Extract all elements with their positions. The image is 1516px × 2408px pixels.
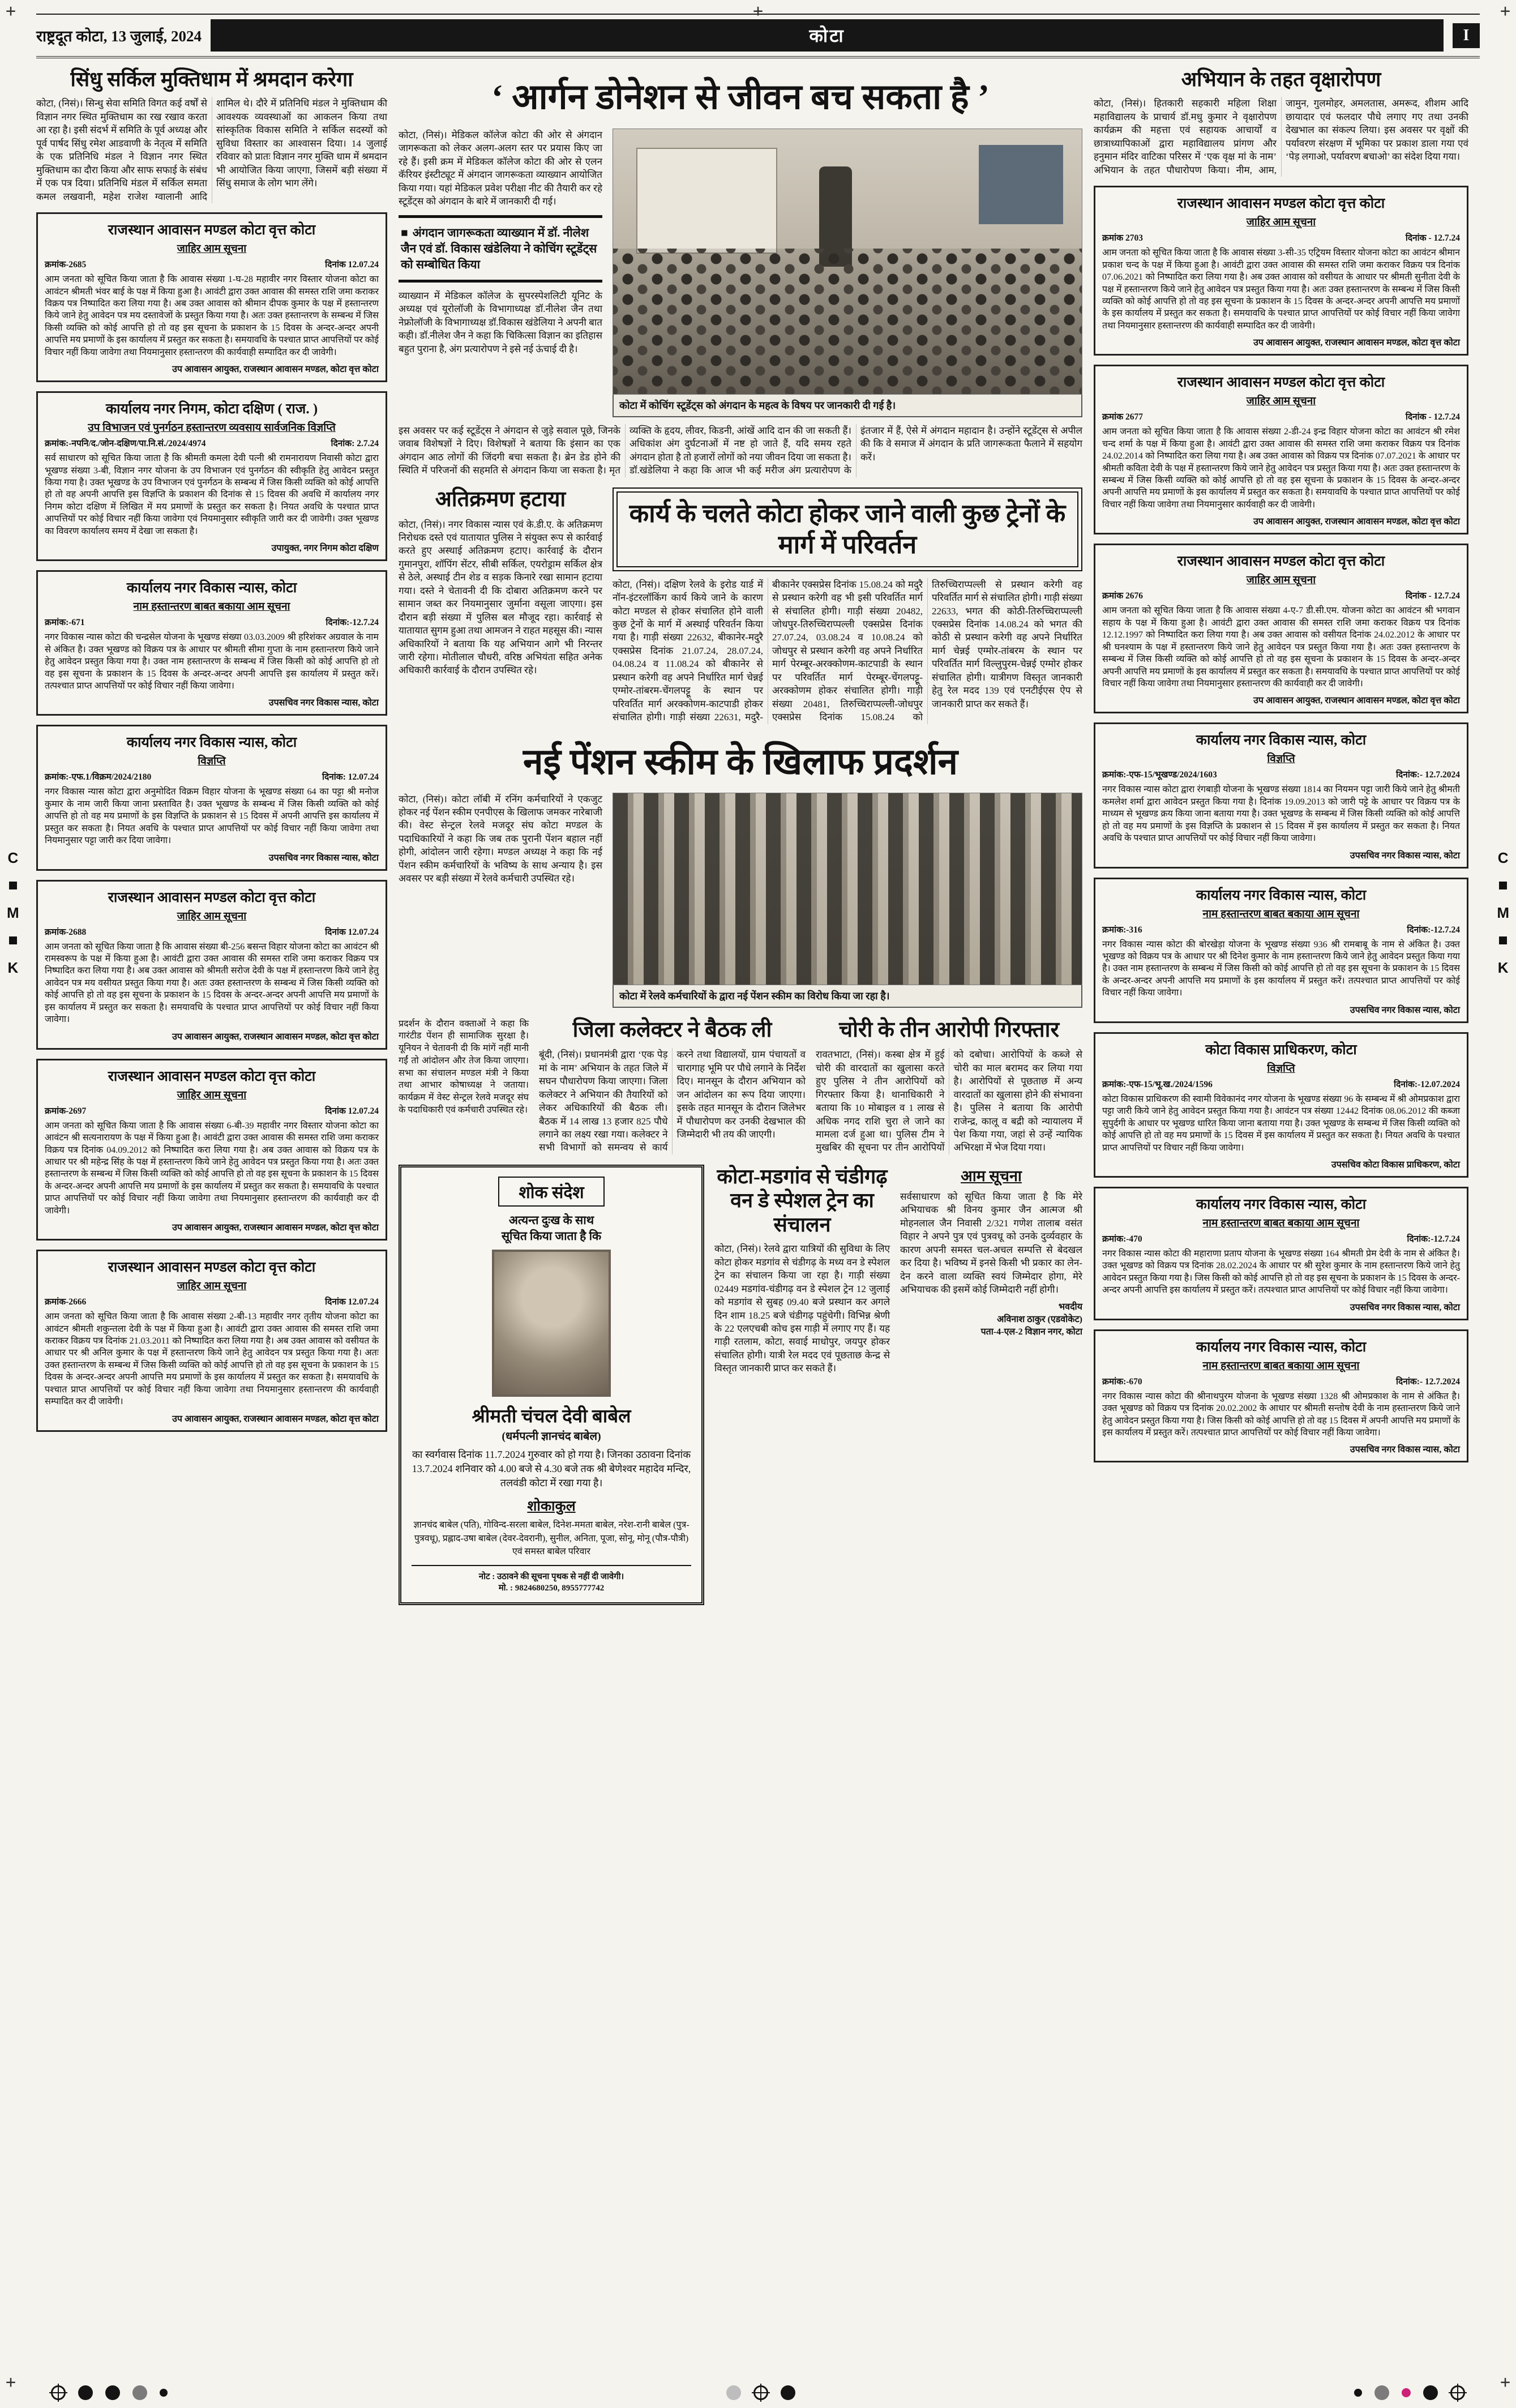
notice-body: आम जनता को सूचित किया जाता है कि आवास संख्या 2-बी-13 महावीर नगर तृतीय योजना कोटा का आवंटन श्रीमती शकुन्तला देवी के पक्ष में किया हुआ है। आवंटी द्वारा उक्त आवास की समस्त राशि जमा कराकर विक्रय पत्र दिनांक 21.03.2011 को निष्पादित करा लिया गया है। अब उक्त आवास को वसीयत के आधार पर श्री अनिल कुमार के पक्ष में हस्तान्तरण किये जाने हेतु आवेदन पत्र प्रस्तुत किया गया है। अतः उक्त हस्तान्तरण के सम्बन्ध में जिस किसी व्यक्ति को कोई आपत्ति हो तो वह इस सूचना के प्रकाशन के 15 दिवस के अन्दर-अन्दर अपनी आपत्ति मय प्रमाणों के इस कार्यालय में प्रस्तुत कर सकता है। समयावधि के पश्चात प्राप्त आपत्तियों पर कोई विचार नहीं किया जावेगा तथा नियमानुसार हस्तान्तरण की कार्यवाही सम्पादित कर दी जावेगी। <box>45 1312 379 1407</box>
notice-subtitle: नाम हस्तान्तरण बाबत बकाया आम सूचना <box>1202 908 1360 920</box>
notice-number: क्रमांक:-671 <box>45 618 85 628</box>
registration-target-icon <box>753 2385 768 2400</box>
notice-signature: उपसचिव कोटा विकास प्राधिकरण, कोटा <box>1331 1160 1460 1170</box>
notice-meta <box>45 1104 379 1117</box>
notice-number: क्रमांक:-नपनि/द./जोन-दक्षिण/पा.नि.सं./2024/4974 <box>45 439 206 449</box>
pension-protest-photo <box>613 793 1082 985</box>
notice-title: कोटा विकास प्राधिकरण, कोटा <box>1205 1042 1357 1058</box>
notice-meta <box>1102 589 1460 601</box>
boxed-headline: कार्य के चलते कोटा होकर जाने वाली कुछ ट्रेनों के मार्ग में परिवर्तन <box>613 487 1082 571</box>
notice-date: दिनांक - 12.7.24 <box>1405 591 1460 601</box>
notice-signature: उपसचिव नगर विकास न्यास, कोटा <box>1350 850 1460 861</box>
notice-meta <box>45 1295 379 1307</box>
notice-date: दिनांक:-12.7.24 <box>1407 1234 1460 1244</box>
public-notice <box>36 880 387 1050</box>
notice-body: नगर विकास न्यास कोटा की चन्द्रसेल योजना के भूखण्ड संख्या 03.03.2009 श्री हरिशंकर अग्रवाल के नाम से अंकित है। उक्त भूखण्ड को विक्रय पत्र के आधार पर श्रीमती सीमा गुप्ता के नाम हस्तान्तरण किये जाने हेतु आवेदन प्रस्तुत किया गया है। उक्त नाम हस्तान्तरण के सम्बन्ध में जिस किसी को कोई आपत्ति हो तो वह इस सूचना के प्रकाशन के 15 दिवस के अन्दर-अन्दर अपनी आपत्ति इस कार्यालय में प्रस्तुत करें। तत्पश्चात प्राप्त आपत्तियों पर कोई विचार नहीं किया जावेगा। <box>45 632 379 691</box>
notice-subtitle: विज्ञप्ति <box>1267 753 1295 765</box>
notice-date: दिनांक:- 12.7.2024 <box>1396 1376 1460 1387</box>
notice-meta <box>1102 1232 1460 1244</box>
article-theft-arrest <box>816 1018 1082 1154</box>
notice-number: क्रमांक 2703 <box>1102 233 1143 243</box>
article-collector-meeting <box>539 1018 806 1154</box>
notice-signature: उपसचिव नगर विकास न्यास, कोटा <box>268 853 379 863</box>
organ-body-1: कोटा, (निसं)। मेडिकल कॉलेज कोटा की ओर से अंगदान जागरूकता को लेकर अलग-अलग स्तर पर प्रयास किए जा रहे हैं। इसी क्रम में मेडिकल कॉलेज कोटा की ओर से एलन कॅरियर इंस्टीट्यूट में अंगदान जागरूकता व्याख्यान आयोजित किया गया। यहां मेडिकल प्रवेश परीक्षा नीट की तैयारी कर रहे स्टूडेंट्स को अंगदान के बारे में जानकारी दी गई। <box>399 130 602 207</box>
notice-signature: भवदीय अविनाश ठाकुर (एडवोकेट) पता-4-एल-2 विज्ञान नगर, कोटा <box>980 1302 1082 1337</box>
public-notice <box>36 212 387 382</box>
article-pension-protest <box>399 735 1082 1008</box>
print-square-icon <box>1499 936 1507 944</box>
obituary-detail: का स्वर्गवास दिनांक 11.7.2024 गुरुवार को हो गया है। जिनका उठावना दिनांक 13.7.2024 शनिवार को 4.00 बजे से 4.30 बजे तक श्री बेणेश्वर महादेव मन्दिर, तलवंडी कोटा में रखा गया है। <box>412 1448 691 1489</box>
print-color-marks-right <box>1497 849 1509 977</box>
notice-signature: उपसचिव नगर विकास न्यास, कोटा <box>1350 1005 1460 1015</box>
center-column <box>399 67 1082 1605</box>
public-notice <box>36 725 387 870</box>
masthead-city: कोटा <box>211 19 1444 52</box>
notice-body: नगर विकास न्यास कोटा द्वारा रंगबाड़ी योजना के भूखण्ड संख्या 1814 का नियमन पट्टा जारी किये जाने हेतु श्रीमती कमलेश शर्मा द्वारा आवेदन प्रस्तुत किया गया है। दिनांक 19.09.2013 को जारी पट्टे के आधार पर विक्रय पत्र के माध्यम से भूखण्ड क्रय किया जाना बताया गया है। उक्त भूखण्ड के सम्बन्ध में जिस किसी व्यक्ति को कोई आपत्ति हो तो वह मय प्रमाणों के इस विज्ञप्ति के प्रकाशन से 15 दिवस में इस कार्यालय में प्रस्तुत कर सकता है। नियत अवधि के पश्चात प्राप्त आपत्तियों पर कोई विचार नहीं किया जावेगा। <box>1102 785 1460 844</box>
notice-number: क्रमांक:-670 <box>1102 1376 1142 1387</box>
public-notice <box>1094 1329 1468 1463</box>
article-headline: चोरी के तीन आरोपी गिरफ्तार <box>838 1017 1060 1042</box>
notice-signature: उपसचिव नगर विकास न्यास, कोटा <box>1350 1302 1460 1312</box>
notice-signature: उपसचिव नगर विकास न्यास, कोटा <box>1350 1445 1460 1455</box>
page-marker: I <box>1453 23 1480 48</box>
notice-subtitle: नाम हस्तान्तरण बाबत बकाया आम सूचना <box>1202 1359 1360 1372</box>
notice-title: राजस्थान आवासन मण्डल कोटा वृत्त कोटा <box>108 1068 316 1084</box>
article-headline: जिला कलेक्टर ने बैठक ली <box>572 1017 772 1042</box>
notice-number: क्रमांक:-470 <box>1102 1234 1142 1244</box>
notice-title: आम सूचना <box>961 1167 1022 1184</box>
notice-date: दिनांक - 12.7.24 <box>1405 233 1460 243</box>
mourners-list: ज्ञानचंद बाबेल (पति), गोविन्द-सरला बाबेल, दिनेश-ममता बाबेल, नरेश-रानी बाबेल (पुत्र-पुत्रवधू), प्रह्लाद-उषा बाबेल (देवर-देवरानी), सुनील, अनिता, पूजा, सोनू, मोनू (पौत्र-पौत्री) एवं समस्त बाबेल परिवार <box>413 1520 690 1556</box>
organ-donation-photo <box>613 129 1082 395</box>
notice-title: राजस्थान आवासन मण्डल कोटा वृत्त कोटा <box>1177 554 1385 570</box>
organ-body-continued: इस अवसर पर कई स्टूडेंट्स ने अंगदान से जुड़े सवाल पूछे, जिनके जवाब विशेषज्ञों ने दिए। विशेषज्ञों ने बताया कि इंसान का एक अंगदान आठ लोगों की जिंदगी बचा सकता है। ब्रेन डेड होने की स्थिति में परिजनों की सहमति से अंगदान किया जा सकता है। मृत व्यक्ति के हृदय, लीवर, किडनी, आंखें आदि दान की जा सकती हैं। अधिकांश अंग दुर्घटनाओं में नष्ट हो जाते हैं, यदि समय रहते अंगदान होता है तो हजारों लोगों को नया जीवन दिया जा सकता है। डॉ.खंडेलिया ने कहा कि आज भी कई मरीज अंग प्रत्यारोपण के इंतजार में हैं, ऐसे में अंगदान महादान है। उन्होंने स्टूडेंट्स से अपील की कि वे समाज में अंगदान के प्रति जागरूकता फैलाने में सहयोग करें। <box>399 425 1082 476</box>
print-square-icon <box>1499 882 1507 889</box>
notice-date: दिनांक - 12.7.24 <box>1405 412 1460 422</box>
print-color-marks-left <box>7 849 19 977</box>
notice-title: कार्यालय नगर विकास न्यास, कोटा <box>1196 733 1367 749</box>
notice-title: कार्यालय नगर निगम, कोटा दक्षिण ( राज. ) <box>105 401 318 417</box>
photo-caption: कोटा में रेलवे कर्मचारियों के द्वारा नई पेंशन स्कीम का विरोध किया जा रहा है। <box>613 985 1082 1008</box>
public-notice <box>36 570 387 716</box>
notice-body: आम जनता को सूचित किया जाता है कि आवास संख्या 1-घ-28 महावीर नगर विस्तार योजना कोटा का आवंटन श्रीमती भंवर बाई के पक्ष में किया हुआ है। आवंटी द्वारा उक्त आवास की समस्त राशि जमा कराकर विक्रय पत्र निष्पादित करा लिया गया है। अब उक्त आवास को श्रीमान दीपक कुमार के पक्ष में हस्तान्तरण किये जाने हेतु आवेदन पत्र मय दस्तावेजों के प्रस्तुत किया गया है। अतः उक्त हस्तान्तरण के सम्बन्ध में जिस किसी व्यक्ति को कोई आपत्ति हो तो वह इस सूचना के प्रकाशन के 15 दिवस के अन्दर-अन्दर अपनी आपत्ति मय प्रमाणों के इस कार्यालय में प्रस्तुत कर सकता है। समयावधि के पश्चात प्राप्त आपत्तियों पर कोई विचार नहीं किया जावेगा तथा नियमानुसार हस्तान्तरण की कार्यवाही सम्पादित कर दी जावेगी। <box>45 275 379 357</box>
article-body: कोटा, (निसं)। सिन्धु सेवा समिति विगत कई वर्षों से विज्ञान नगर स्थित मुक्तिधाम का रख रखाव करता आ रहा है। इसी संदर्भ में समिति के पूर्व अध्यक्ष और पूर्व पार्षद सिंधु रमेश आडवाणी के नेतृत्व में समिति के एक प्रतिनिधि मंडल ने विज्ञान नगर स्थित मुक्तिधाम का दौरा किया और साफ सफाई के संबंध में एक पत्र दिया। प्रतिनिधि मंडल में सर्किल समता कमल लखवानी, महेश राजेश ग्वालानी आदि शामिल थे। दौरे में प्रतिनिधि मंडल ने मुक्तिधाम की आवश्यक व्यवस्थाओं का आकलन किया तथा सांस्कृतिक विकास समिति ने सर्किल सदस्यों को सुविधा विस्तार का आश्वासन दिया। 14 जुलाई रविवार को प्रातः विज्ञान नगर मुक्ति धाम में श्रमदान भी आयोजित किया जाएगा, जिसमें बड़ी संख्या में सिंधु समाज के लोग भाग लेंगे। <box>36 98 387 202</box>
magenta-mark: M <box>7 904 19 921</box>
notice-title: कार्यालय नगर विकास न्यास, कोटा <box>126 580 297 596</box>
notice-meta <box>1102 1077 1460 1090</box>
article-plantation <box>1094 67 1468 177</box>
article-shramdan <box>36 67 387 203</box>
notice-subtitle: नाम हस्तान्तरण बाबत बकाया आम सूचना <box>1202 1217 1360 1229</box>
notice-date: दिनांक 12.07.24 <box>325 1106 379 1116</box>
ink-dot-icon <box>160 2389 168 2397</box>
notice-number: क्रमांक-2688 <box>45 927 87 937</box>
notice-signature: उप आवासन आयुक्त, राजस्थान आवासन मण्डल, कोटा वृत्त कोटा <box>1253 696 1460 706</box>
notice-number: क्रमांक-2697 <box>45 1106 87 1116</box>
ink-dot-icon <box>78 2385 93 2400</box>
notice-title: राजस्थान आवासन मण्डल कोटा वृत्त कोटा <box>1177 375 1385 391</box>
notice-meta <box>1102 768 1460 780</box>
notice-number: क्रमांक 2676 <box>1102 591 1143 601</box>
print-square-icon <box>9 936 17 944</box>
public-notice <box>36 1250 387 1432</box>
obituary-box <box>399 1165 704 1605</box>
article-train-diversion <box>613 487 1082 724</box>
notice-signature: उप आवासन आयुक्त, राजस्थान आवासन मण्डल, कोटा वृत्त कोटा <box>172 1032 379 1042</box>
notice-title: कार्यालय नगर विकास न्यास, कोटा <box>1196 1196 1367 1212</box>
article-headline: अतिक्रमण हटाया <box>435 487 566 511</box>
notice-subtitle: विज्ञप्ति <box>198 755 226 768</box>
general-notice <box>900 1165 1082 1605</box>
article-special-train <box>714 1165 890 1605</box>
main-headline: ‘ आर्गन डोनेशन से जीवन बच सकता है ’ <box>491 78 990 117</box>
notice-body: नगर विकास न्यास कोटा द्वारा अनुमोदित विक्रम विहार योजना के भूखण्ड संख्या 64 का पट्टा श्री मनोज कुमार के नाम जारी किया जाना प्रस्तावित है। उक्त भूखण्ड के सम्बन्ध में जिस किसी व्यक्ति को कोई आपत्ति हो तो वह मय प्रमाणों के इस विज्ञप्ति के प्रकाशन से 15 दिवस में अपनी आपत्ति इस कार्यालय में प्रस्तुत कर सकता है। नियत अवधि के पश्चात प्राप्त आपत्तियों पर कोई विचार नहीं किया जावेगा तथा नियमानुसार पट्टा जारी कर दिया जावेगा। <box>45 787 379 846</box>
notice-body: नगर विकास न्यास कोटा की बोरखेड़ा योजना के भूखण्ड संख्या 936 श्री रामबाबू के नाम से अंकित है। उक्त भूखण्ड को विक्रय पत्र के आधार पर श्री दिनेश कुमार के नाम हस्तान्तरण किये जाने हेतु आवेदन प्रस्तुत किया गया है। उक्त नाम हस्तान्तरण के सम्बन्ध में जिस किसी को कोई आपत्ति हो तो वह इस सूचना के प्रकाशन के 15 दिवस के अन्दर-अन्दर अपनी आपत्ति मय प्रमाणों के इस कार्यालय में प्रस्तुत करें। तत्पश्चात प्राप्त आपत्तियों पर कोई विचार नहीं किया जावेगा। <box>1102 939 1460 998</box>
obituary-intro: सूचित किया जाता है कि <box>501 1229 602 1243</box>
public-notice <box>36 1059 387 1241</box>
article-body: कोटा, (निसं)। कोटा लॉबी में रनिंग कर्मचारियों ने एकजुट होकर नई पेंशन स्कीम एनपीएस के खिलाफ जमकर नारेबाजी की। वेस्ट सेन्ट्रल रेलवे मजदूर संघ कोटा मण्डल के पदाधिकारियों ने कहा कि जब तक पुरानी पेंशन बहाल नहीं होगी, आंदोलन जारी रहेगा। मण्डल अध्यक्ष ने कहा कि नई पेंशन स्कीम कर्मचारियों के भविष्य के साथ अन्याय है। इस अवसर पर बड़ी संख्या में रेलवे कर्मचारी उपस्थित रहे। <box>399 793 602 884</box>
ink-dot-icon <box>1374 2385 1389 2400</box>
notice-subtitle: जाहिर आम सूचना <box>1246 395 1316 408</box>
notice-subtitle: जाहिर आम सूचना <box>177 243 247 255</box>
notice-meta <box>45 615 379 628</box>
public-notice <box>1094 544 1468 713</box>
notice-body: नगर विकास न्यास कोटा की महाराणा प्रताप योजना के भूखण्ड संख्या 164 श्रीमती प्रेम देवी के नाम से अंकित है। उक्त भूखण्ड को विक्रय पत्र दिनांक 28.02.2024 के आधार पर श्री सुरेश कुमार के नाम हस्तान्तरण किये जाने हेतु आवेदन प्रस्तुत किया गया है। जिस किसी को कोई आपत्ति हो तो वह इस सूचना के प्रकाशन के 15 दिवस के अन्दर-अन्दर अपनी आपत्ति इस कार्यालय में प्रस्तुत करें। तत्पश्चात प्राप्त आपत्तियों पर कोई विचार नहीं किया जावेगा। <box>1102 1248 1460 1295</box>
article-organ-donation <box>399 72 1082 477</box>
magenta-dot-icon <box>1402 2388 1411 2397</box>
notice-date: दिनांक 12.07.24 <box>325 1297 379 1307</box>
notice-meta <box>1102 410 1460 422</box>
registration-cross-icon: + <box>6 1 16 21</box>
ink-dot-icon <box>1354 2389 1362 2397</box>
article-body: रावतभाटा, (निसं)। कस्बा क्षेत्र में हुई चोरी की वारदातों का खुलासा करते हुए पुलिस ने तीन आरोपियों को गिरफ्तार किया है। थानाधिकारी ने बताया कि 10 मोबाइल व 1 लाख से अधिक नगद राशि चुरा ले जाने का मामला दर्ज हुआ था। पुलिस टीम ने मुखबिर की सूचना पर तीन आरोपियों को दबोचा। आरोपियों के कब्जे से चोरी का माल बरामद कर लिया गया है। आरोपियों से पूछताछ में अन्य वारदातों का खुलासा होने की संभावना है। पुलिस ने बताया कि आरोपी राजेन्द्र, कालू व बद्री को न्यायालय में पेश किया गया, जहां से उन्हें न्यायिक अभिरक्षा में भेज दिया गया। <box>816 1049 1082 1153</box>
notice-meta <box>1102 231 1460 243</box>
obituary-portrait-photo <box>492 1250 611 1397</box>
registration-target-icon <box>1450 2385 1465 2400</box>
registration-cross-icon: + <box>1500 1 1510 21</box>
article-headline: सिंधु सर्किल मुक्तिधाम में श्रमदान करेगा <box>70 68 353 91</box>
notice-subtitle: जाहिर आम सूचना <box>177 1089 247 1101</box>
left-column <box>36 67 387 1605</box>
notice-subtitle: विज्ञप्ति <box>1267 1062 1295 1075</box>
ink-dot-icon <box>1423 2385 1438 2400</box>
deceased-name: श्रीमती चंचल देवी बाबेल <box>472 1406 631 1427</box>
notice-body: कोटा विकास प्राधिकरण की स्वामी विवेकानंद नगर योजना के भूखण्ड संख्या 96 के सम्बन्ध में श्री ओमप्रकाश द्वारा पट्टा जारी किये जाने हेतु आवेदन प्रस्तुत किया गया है। आवंटन पत्र संख्या 12442 दिनांक 08.06.2012 की कब्जा सुपुर्दगी के आधार पर भूखण्ड धारित किया जाना बताया गया है। उक्त भूखण्ड के सम्बन्ध में जिस किसी व्यक्ति को कोई आपत्ति हो तो वह मय प्रमाणों के 15 दिवस में इस कार्यालय में प्रस्तुत कर सकता है। नियत अवधि के पश्चात प्राप्त आपत्तियों पर विचार नहीं किया जावेगा। <box>1102 1094 1460 1153</box>
deceased-relation: (धर्मपत्नी ज्ञानचंद बाबेल) <box>502 1430 601 1443</box>
notice-signature: उप आवासन आयुक्त, राजस्थान आवासन मण्डल, कोटा वृत्त कोटा <box>1253 338 1460 348</box>
notice-signature: उप आवासन आयुक्त, राजस्थान आवासन मण्डल, कोटा वृत्त कोटा <box>172 1414 379 1424</box>
notice-date: दिनांक 12.07.24 <box>325 260 379 270</box>
pullquote <box>399 215 602 283</box>
notice-body: नगर विकास न्यास कोटा की श्रीनाथपुरम योजना के भूखण्ड संख्या 1328 श्री ओमप्रकाश के नाम से अंकित है। उक्त भूखण्ड को विक्रय पत्र दिनांक 20.02.2002 के आधार पर श्रीमती सन्तोष देवी के नाम हस्तान्तरण किये जाने हेतु आवेदन प्रस्तुत किया गया है। जिस किसी को कोई आपत्ति हो तो वह 15 दिवस में अपनी आपत्ति मय प्रमाणों के इस कार्यालय में प्रस्तुत करें। तत्पश्चात प्राप्त आपत्तियों पर कोई विचार नहीं किया जावेगा। <box>1102 1391 1460 1438</box>
notice-signature: उप आवासन आयुक्त, राजस्थान आवासन मण्डल, कोटा वृत्त कोटा <box>172 1223 379 1233</box>
notice-body: आम जनता को सूचित किया जाता है कि आवास संख्या 4-ए-7 डी.सी.एम. योजना कोटा का आवंटन श्री भगवान सहाय के पक्ष में किया हुआ है। आवंटी द्वारा उक्त आवास की समस्त राशि जमा कराकर विक्रय पत्र दिनांक 12.12.1997 को निष्पादित करा लिया गया है। अब उक्त आवास को वसीयत दिनांक 24.02.2012 के आधार पर श्री घनश्याम के पक्ष में हस्तान्तरण किये जाने हेतु आवेदन पत्र प्रस्तुत किया गया है। अतः उक्त हस्तान्तरण के सम्बन्ध में जिस किसी व्यक्ति को कोई आपत्ति हो तो वह इस सूचना के प्रकाशन के 15 दिवस के अन्दर-अन्दर अपनी आपत्ति मय प्रमाणों के इस कार्यालय में प्रस्तुत कर सकता है। समयावधि के पश्चात प्राप्त आपत्तियों पर कोई विचार नहीं किया जावेगा तथा नियमानुसार हस्तान्तरण की कार्यवाही कर दी जावेगी। <box>1102 606 1460 688</box>
pension-body-continued: प्रदर्शन के दौरान वक्ताओं ने कहा कि गारंटीड पेंशन ही सामाजिक सुरक्षा है। यूनियन ने चेतावनी दी कि मांगें नहीं मानी गईं तो आंदोलन और तेज किया जाएगा। सभा का संचालन मण्डल मंत्री ने किया तथा आभार कोषाध्यक्ष ने जताया। कार्यक्रम में वेस्ट सेन्ट्रल रेलवे मजदूर संघ के पदाधिकारी एवं कर्मचारी उपस्थित रहे। <box>399 1019 529 1115</box>
notice-meta <box>1102 923 1460 935</box>
cyan-mark: C <box>1497 849 1509 866</box>
public-notice <box>1094 186 1468 356</box>
notice-title: कार्यालय नगर विकास न्यास, कोटा <box>1196 1339 1367 1355</box>
obituary-note: नोट : उठावने की सूचना पृथक से नहीं दी जावेगी। मो. : 9824680250, 8955777742 <box>412 1565 691 1593</box>
photo-audience <box>613 249 1082 394</box>
article-body: बूंदी, (निसं)। प्रधानमंत्री द्वारा ‘एक पेड़ मां के नाम’ अभियान के तहत जिले में सघन पौधारोपण किया जाएगा। जिला कलेक्टर ने अभियान की तैयारियों को लेकर अधिकारियों की बैठक ली। बैठक में 14 लाख 13 हजार 825 पौधे लगाने का लक्ष्य रखा गया। कलेक्टर ने सभी विभागों को समन्वय से कार्य करने तथा विद्यालयों, ग्राम पंचायतों व चारागाह भूमि पर पौधे लगाने के निर्देश दिए। मानसून के दौरान अभियान को जन आंदोलन का रूप दिया जाएगा। इसके तहत मानसून के दौरान जिलेभर में पौधारोपण कर उनकी देखभाल की जिम्मेदारी भी तय की जाएगी। <box>539 1049 806 1153</box>
notice-subtitle: उप विभाजन एवं पुनर्गठन हस्तान्तरण व्यवसाय सार्वजनिक विज्ञप्ति <box>88 422 336 434</box>
masthead-date: राष्ट्रदूत कोटा, 13 जुलाई, 2024 <box>36 28 202 45</box>
public-notice <box>36 391 387 561</box>
notice-subtitle: जाहिर आम सूचना <box>177 910 247 922</box>
article-headline: अभियान के तहत वृक्षारोपण <box>1181 68 1381 91</box>
mourners-title: शोकाकुल <box>527 1499 576 1515</box>
ink-dot-icon <box>105 2385 120 2400</box>
public-notice <box>1094 1187 1468 1320</box>
notice-date: दिनांक:- 12.7.2024 <box>1396 770 1460 780</box>
obituary-intro: अत्यन्त दुःख के साथ <box>508 1213 594 1227</box>
black-mark: K <box>1497 959 1509 976</box>
article-body: कोटा, (निसं)। रेलवे द्वारा यात्रियों की सुविधा के लिए कोटा होकर मडगांव से चंडीगढ़ के मध्य वन डे स्पेशल ट्रेन का संचालन किया जा रहा है। गाड़ी संख्या 02449 मडगांव-चंडीगढ़ वन डे स्पेशल ट्रेन 12 जुलाई को मडगांव से सुबह 09.40 बजे प्रस्थान कर अगले दिन शाम 18.25 बजे चंडीगढ़ पहुंचेगी। विभिन्न श्रेणी के 22 एलएचबी कोच इस गाड़ी में लगाए गए हैं। यह गाड़ी रतलाम, कोटा, सवाई माधोपुर, जयपुर होकर संचालित होगी। यात्री रेल मदद एवं पूछताछ केन्द्र से विस्तृत जानकारी प्राप्त कर सकते हैं। <box>714 1243 890 1374</box>
ink-dot-icon <box>781 2385 795 2400</box>
notice-date: दिनांक 12.07.24 <box>325 927 379 937</box>
notice-number: क्रमांक-2666 <box>45 1297 87 1307</box>
notice-number: क्रमांक:-316 <box>1102 925 1142 935</box>
notice-subtitle: नाम हस्तान्तरण बाबत बकाया आम सूचना <box>133 601 290 613</box>
registration-cross-icon: + <box>6 2372 16 2392</box>
notice-signature: उप आवासन आयुक्त, राजस्थान आवासन मण्डल, कोटा वृत्त कोटा <box>1253 517 1460 527</box>
pullquote-text: अंगदान जागरूकता व्याख्यान में डॉ. नीलेश जैन एवं डॉ. विकास खंडेलिया ने कोचिंग स्टूडेंट्स को सम्बोधित किया <box>401 225 597 272</box>
cyan-mark: C <box>7 849 19 866</box>
obituary-phone: मो. : 9824680250, 8955777742 <box>498 1584 605 1593</box>
article-body: कोटा, (निसं)। नगर विकास न्यास एवं के.डी.ए. के अतिक्रमण निरोधक दस्ते एवं यातायात पुलिस ने संयुक्त रूप से कार्रवाई करते हुए अस्थाई अतिक्रमण हटाए। कार्रवाई के दौरान गुमानपुरा, शॉपिंग सेंटर, सीबी सर्किल, एयरोड्राम सर्किल क्षेत्र से ठेले, अस्थाई टीन शेड व सड़क किनारे रखा सामान हटाया गया। दस्ते ने चेतावनी दी कि दोबारा अतिक्रमण करने पर सामान जब्त कर नियमानुसार जुर्माना वसूला जाएगा। इस दौरान बड़ी संख्या में पुलिस बल मौजूद रहा। कार्रवाई से यातायात सुगम हुआ तथा आमजन ने राहत महसूस की। न्यास अधिकारियों ने बताया कि यह अभियान आगे भी निरन्तर जारी रहेगा। मोतीलाल चौधरी, वरिष्ठ अभियंता सहित अनेक अधिकारी कार्रवाई के दौरान उपस्थित रहे। <box>399 519 602 676</box>
notice-number: क्रमांक 2677 <box>1102 412 1143 422</box>
notice-body: सर्व साधारण को सूचित किया जाता है कि श्रीमती कमला देवी पत्नी श्री रामनारायण निवासी कोटा द्वारा भूखण्ड संख्या 3-बी, विज्ञान नगर योजना के उप विभाजन एवं पुनर्गठन की स्वीकृति हेतु आवेदन प्रस्तुत किया गया है। उक्त भूखण्ड के उप विभाजन एवं पुनर्गठन के सम्बन्ध में जिस किसी व्यक्ति को कोई आपत्ति हो तो वह अपनी आपत्ति इस विज्ञप्ति के प्रकाशन की दिनांक से 15 दिवस की अवधि में कार्यालय नगर निगम कोटा दक्षिण में लिखित में मय प्रमाणों के प्रस्तुत कर सकता है। नियत अवधि के पश्चात प्राप्त आपत्तियों पर कोई विचार नहीं किया जावेगा एवं नियमानुसार स्वीकृति जारी कर दी जावेगी। उक्त भूखण्ड का विवरण कार्यालय समय में देखा जा सकता है। <box>45 454 379 536</box>
photo-banner <box>979 145 1063 224</box>
right-notices <box>1094 186 1468 1462</box>
registration-marks <box>0 2385 1516 2400</box>
notice-title: राजस्थान आवासन मण्डल कोटा वृत्त कोटा <box>108 889 316 905</box>
public-notice <box>1094 722 1468 868</box>
bullet-square-icon: ■ <box>401 225 408 239</box>
public-notice <box>1094 1032 1468 1178</box>
notice-body: आम जनता को सूचित किया जाता है कि आवास संख्या 3-सी-35 एट्रियम विस्तार योजना कोटा का आवंटन श्रीमान प्रकाश चन्द के पक्ष में किया हुआ है। आवंटी द्वारा उक्त आवास की समस्त राशि जमा कराकर विक्रय पत्र दिनांक 07.06.2021 को निष्पादित करा लिया गया है। अब उक्त आवास को वसीयत के आधार पर श्रीमती सुनीता देवी के पक्ष में हस्तान्तरण किये जाने हेतु आवेदन पत्र प्रस्तुत किया गया है। अतः उक्त हस्तान्तरण के सम्बन्ध में जिस किसी व्यक्ति को कोई आपत्ति हो तो वह इस सूचना के प्रकाशन के 15 दिवस के अन्दर-अन्दर अपनी आपत्ति मय प्रमाणों के इस कार्यालय में प्रस्तुत कर सकता है। समयावधि के पश्चात प्राप्त आपत्तियों पर कोई विचार नहीं किया जावेगा तथा नियमानुसार हस्तान्तरण की कार्यवाही सम्पादित कर दी जावेगी। <box>1102 248 1460 331</box>
notice-title: कार्यालय नगर विकास न्यास, कोटा <box>1196 887 1367 903</box>
public-notice <box>1094 365 1468 534</box>
right-column <box>1094 67 1468 1605</box>
notice-date: दिनांक:-12.07.2024 <box>1394 1079 1460 1089</box>
black-mark: K <box>7 959 19 976</box>
article-body: कोटा, (निसं)। हितकारी सहकारी महिला शिक्षा महाविद्यालय के प्राचार्य डॉ.मधु कुमार ने वृक्षारोपण कार्यक्रम की महत्ता एवं सहायक आचार्यों व छात्राध्यापिकाओं द्वारा महाविद्यालय प्रांगण और हनुमान मंदिर वाटिका परिसर में ‘एक वृक्ष मां के नाम’ अभियान के तहत पौधारोपण किया। नीम, आम, जामुन, गुलमोहर, अमलतास, अमरूद, शीशम आदि छायादार एवं फलदार पौधे लगाए गए तथा उनकी देखभाल का संकल्प लिया। इस अवसर पर वृक्षों की पर्यावरण संरक्षण में भूमिका पर प्रकाश डाला गया एवं ‘पेड़ लगाओ, पर्यावरण बचाओ’ का संदेश दिया गया। <box>1094 98 1468 176</box>
registration-cross-icon: + <box>753 1 764 21</box>
notice-number: क्रमांक:-एफ-15/भू.ख./2024/1596 <box>1102 1079 1213 1089</box>
notice-meta <box>45 437 379 449</box>
notice-signature: उप आवासन आयुक्त, राजस्थान आवासन मण्डल, कोटा वृत्त कोटा <box>172 365 379 375</box>
article-body: कोटा, (निसं)। दक्षिण रेलवे के इरोड यार्ड में नॉन-इंटरलॉकिंग कार्य किये जाने के कारण कोटा मण्डल से होकर संचालित होने वाली कुछ ट्रेनों के मार्ग में अस्थाई परिवर्तन किया गया है। गाड़ी संख्या 22632, बीकानेर-मदुरै एक्सप्रेस दिनांक 21.07.24, 28.07.24, 04.08.24 व 11.08.24 को बीकानेर से प्रस्थान करेगी वह अपने निर्धारित मार्ग चेन्नई एग्मोर-तांबरम-चेंगलपट्टू के स्थान पर परिवर्तित मार्ग अरक्कोणम-काटपाडी होकर संचालित होगी। गाड़ी संख्या 22631, मदुरै-बीकानेर एक्सप्रेस दिनांक 15.08.24 को मदुरै से प्रस्थान करेगी वह भी इसी परिवर्तित मार्ग से संचालित होगी। गाड़ी संख्या 20482, जोधपुर-तिरुच्चिराप्पल्ली एक्सप्रेस दिनांक 27.07.24, 03.08.24 व 10.08.24 को जोधपुर से प्रस्थान करेगी वह अपने निर्धारित मार्ग पेरम्बूर-अरक्कोणम-काटपाडी के स्थान पर परिवर्तित मार्ग पेरम्बूर-चेंगलपट्टू-अरक्कोणम होकर संचालित होगी। गाड़ी संख्या 20481, तिरुच्चिराप्पल्ली-जोधपुर एक्सप्रेस दिनांक 15.08.24 को तिरुच्चिराप्पल्ली से प्रस्थान करेगी वह परिवर्तित मार्ग से संचालित होगी। गाड़ी संख्या 22633, भगत की कोठी-तिरुच्चिराप्पल्ली एक्सप्रेस दिनांक 14.08.24 को भगत की कोठी से प्रस्थान करेगी वह अपने निर्धारित मार्ग चेन्नई एग्मोर-तांबरम के स्थान पर परिवर्तित मार्ग विल्लुपुरम-चेन्नई एग्मोर होकर संचालित होगी। यात्रीगण विस्तृत जानकारी हेतु रेल मदद 139 एवं एनटीईएस ऐप से जानकारी प्राप्त कर सकते हैं। <box>613 579 1082 723</box>
organ-body-2: व्याख्यान में मेडिकल कॉलेज के सुपरस्पेशलिटी यूनिट के अध्यक्ष एवं यूरोलॉजी के विभागाध्यक्ष डॉ.नीलेश जैन तथा नेफ्रोलॉजी के विभागाध्यक्ष डॉ.विकास खंडेलिया ने अपनी बात कही। डॉ.नीलेश जैन ने कहा कि चिकित्सा विज्ञान का इतिहास बहुत पुराना है, अंग प्रत्यारोपण ने इसे नई ऊंचाई दी है। <box>399 290 602 354</box>
notice-title: राजस्थान आवासन मण्डल कोटा वृत्त कोटा <box>108 223 316 238</box>
photo-projector-screen <box>636 148 777 254</box>
obituary-title: शोक संदेश <box>498 1177 604 1207</box>
print-square-icon <box>9 882 17 889</box>
notice-title: राजस्थान आवासन मण्डल कोटा वृत्त कोटा <box>1177 196 1385 212</box>
notice-subtitle: जाहिर आम सूचना <box>1246 216 1316 229</box>
ink-dot-icon <box>132 2385 147 2400</box>
notice-meta <box>1102 1375 1460 1387</box>
notice-subtitle: जाहिर आम सूचना <box>177 1280 247 1293</box>
section-headline: नई पेंशन स्कीम के खिलाफ प्रदर्शन <box>523 741 958 782</box>
article-headline: कोटा-मडगांव से चंडीगढ़ वन डे स्पेशल ट्रेन का संचालन <box>717 1165 888 1236</box>
notice-signature: उपायुक्त, नगर निगम कोटा दक्षिण <box>271 544 379 554</box>
notice-date: दिनांक:-12.7.24 <box>1407 925 1460 935</box>
public-notice <box>1094 878 1468 1023</box>
ink-dot-icon <box>726 2385 741 2400</box>
photo-caption: कोटा में कोचिंग स्टूडेंट्स को अंगदान के महत्व के विषय पर जानकारी दी गई है। <box>613 395 1082 417</box>
registration-cross-icon: + <box>1500 2372 1510 2392</box>
notice-meta <box>45 770 379 782</box>
notice-meta <box>45 258 379 270</box>
notice-date: दिनांक:-12.7.24 <box>326 618 379 628</box>
registration-target-icon <box>51 2385 66 2400</box>
notice-body: आम जनता को सूचित किया जाता है कि आवास संख्या 2-डी-24 इन्द्र विहार योजना कोटा का आवंटन श्री रमेश चन्द शर्मा के पक्ष में किया हुआ है। आवंटी द्वारा उक्त आवास की समस्त राशि जमा कराकर विक्रय पत्र दिनांक 24.02.2014 को निष्पादित करा लिया गया है। अब उक्त आवास को विक्रय पत्र दिनांक 07.07.2021 के आधार पर श्रीमती कविता देवी के पक्ष में हस्तान्तरण किये जाने हेतु आवेदन पत्र प्रस्तुत किया गया है। अतः उक्त हस्तान्तरण के सम्बन्ध में जिस किसी व्यक्ति को कोई आपत्ति हो तो वह इस सूचना के प्रकाशन के 15 दिवस के अन्दर-अन्दर अपनी आपत्ति मय प्रमाणों के इस कार्यालय में प्रस्तुत कर सकता है। समयावधि के पश्चात प्राप्त आपत्तियों पर कोई विचार नहीं किया जावेगा तथा नियमानुसार कार्यवाही कर दी जावेगी। <box>1102 427 1460 510</box>
notice-date: दिनांक: 2.7.24 <box>331 439 379 449</box>
notice-meta <box>45 925 379 938</box>
article-atikraman <box>399 487 602 724</box>
notice-number: क्रमांक:-एफ.1/विक्रम/2024/2180 <box>45 772 152 782</box>
notice-body: आम जनता को सूचित किया जाता है कि आवास संख्या बी-256 बसन्त विहार योजना कोटा का आवंटन श्री रामस्वरूप के पक्ष में किया हुआ है। आवंटी द्वारा उक्त आवास की समस्त राशि जमा कराकर विक्रय पत्र निष्पादित करा लिया गया है। अब उक्त आवास को श्रीमती सरोज देवी के पक्ष में हस्तान्तरण किये जाने हेतु आवेदन पत्र मय वसीयत प्रस्तुत किया गया है। अतः उक्त हस्तान्तरण के सम्बन्ध में जिस किसी व्यक्ति को कोई आपत्ति हो तो वह इस सूचना के प्रकाशन के 15 दिवस के अन्दर-अन्दर अपनी आपत्ति मय प्रमाणों के इस कार्यालय में प्रस्तुत कर सकता है। समयावधि के पश्चात प्राप्त आपत्तियों पर कोई विचार नहीं किया जावेगा। <box>45 942 379 1025</box>
notice-number: क्रमांक-2685 <box>45 260 87 270</box>
notice-signature: उपसचिव नगर विकास न्यास, कोटा <box>268 698 379 708</box>
magenta-mark: M <box>1497 904 1509 921</box>
notice-subtitle: जाहिर आम सूचना <box>1246 574 1316 587</box>
notice-number: क्रमांक:-एफ-15/भूखण्ड/2024/1603 <box>1102 770 1217 780</box>
notice-body: आम जनता को सूचित किया जाता है कि आवास संख्या 6-बी-39 महावीर नगर विस्तार योजना कोटा का आवंटन श्री सत्यनारायण के पक्ष में किया हुआ है। आवंटी द्वारा उक्त आवास की समस्त राशि जमा कराकर विक्रय पत्र दिनांक 04.09.2012 को निष्पादित करा लिया गया है। अब उक्त आवास को विक्रय पत्र के आधार पर श्री महेन्द्र सिंह के पक्ष में हस्तान्तरण किये जाने हेतु आवेदन पत्र प्रस्तुत किया गया है। अतः उक्त हस्तान्तरण के सम्बन्ध में जिस किसी व्यक्ति को कोई आपत्ति हो तो वह इस सूचना के प्रकाशन के 15 दिवस के अन्दर-अन्दर अपनी आपत्ति मय प्रमाणों के इस कार्यालय में प्रस्तुत कर सकता है। समयावधि के पश्चात प्राप्त आपत्तियों पर कोई विचार नहीं किया जावेगा तथा नियमानुसार हस्तान्तरण की कार्यवाही कर दी जावेगी। <box>45 1120 379 1216</box>
notice-date: दिनांक: 12.07.24 <box>322 772 379 782</box>
notice-title: राजस्थान आवासन मण्डल कोटा वृत्त कोटा <box>108 1260 316 1276</box>
notice-body: सर्वसाधारण को सूचित किया जाता है कि मेरे अभियाचक श्री विनय कुमार जैन आत्मज श्री मोहनलाल जैन निवासी 2/321 गणेश तालाब वसंत विहार ने अपने पुत्र एवं पुत्रवधू को उनके दुर्व्यवहार के कारण अपनी समस्त चल-अचल सम्पत्ति से बेदखल कर दिया है। भविष्य में इनसे किसी भी प्रकार का लेन-देन करने वाला व्यक्ति स्वयं जिम्मेदार होगा, मेरे अभियाचक की इसमें कोई जिम्मेदारी नहीं होगी। <box>900 1191 1082 1295</box>
left-notices <box>36 212 387 1432</box>
notice-title: कार्यालय नगर विकास न्यास, कोटा <box>126 735 297 751</box>
